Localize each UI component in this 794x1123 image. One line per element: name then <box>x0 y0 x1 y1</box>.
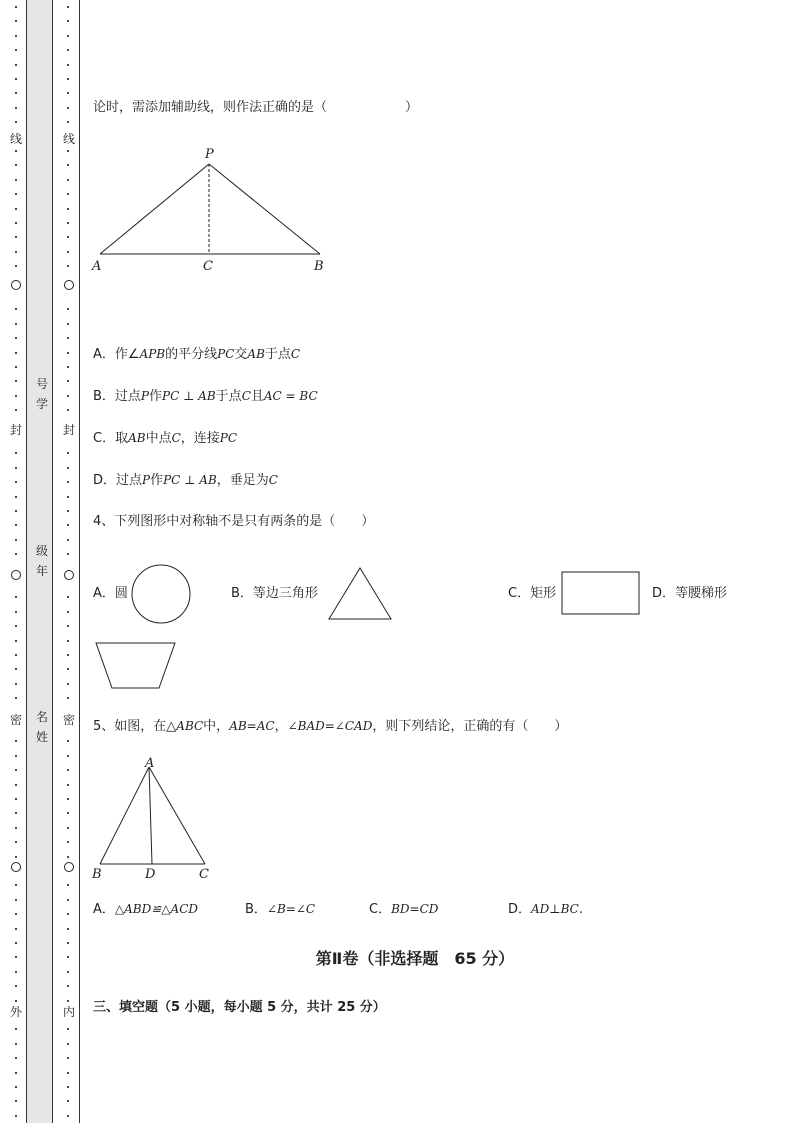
binding-dot <box>15 6 17 8</box>
binding-dot <box>15 1028 17 1030</box>
inner-circle-mark <box>64 280 74 290</box>
binding-dot <box>15 1072 17 1074</box>
binding-dot <box>15 755 17 757</box>
binding-dot <box>67 913 69 915</box>
binding-dot <box>15 121 17 123</box>
outer-char-feng: 封 <box>10 423 23 437</box>
binding-dot <box>67 265 69 267</box>
field-label-student-no-1: 号 <box>35 377 48 391</box>
q4-option-d-isosceles-trapezoid <box>93 640 179 692</box>
binding-dot <box>15 697 17 699</box>
binding-dot <box>15 611 17 613</box>
binding-dot <box>67 121 69 123</box>
binding-dot <box>15 596 17 598</box>
binding-dot <box>67 1000 69 1002</box>
binding-dot <box>15 1000 17 1002</box>
binding-dot <box>67 596 69 598</box>
binding-dot <box>15 49 17 51</box>
binding-dot <box>67 769 69 771</box>
binding-dot <box>15 236 17 238</box>
binding-dot <box>67 150 69 152</box>
inner-char-nei: 内 <box>63 1005 76 1019</box>
binding-dot <box>67 6 69 8</box>
binding-dot <box>67 1028 69 1030</box>
binding-dot <box>67 481 69 483</box>
binding-dot <box>15 668 17 670</box>
binding-dot <box>67 942 69 944</box>
binding-dot <box>67 553 69 555</box>
binding-dot <box>15 193 17 195</box>
binding-dot <box>15 1086 17 1088</box>
binding-dot <box>15 222 17 224</box>
q4-option-b-label: B．等边三角形 <box>231 586 318 601</box>
binding-dot <box>15 150 17 152</box>
binding-dot <box>15 251 17 253</box>
binding-dot <box>67 395 69 397</box>
inner-circle-mark <box>64 570 74 580</box>
field-label-name-1: 名 <box>35 710 48 724</box>
binding-dot <box>15 208 17 210</box>
binding-dot <box>67 1057 69 1059</box>
binding-dot <box>15 467 17 469</box>
label-c: C <box>199 867 209 882</box>
binding-dot <box>67 380 69 382</box>
binding-dot <box>67 841 69 843</box>
binding-dot <box>15 1100 17 1102</box>
binding-dot <box>67 308 69 310</box>
binding-dot <box>15 179 17 181</box>
binding-dot <box>67 856 69 858</box>
binding-dot <box>67 1043 69 1045</box>
binding-dot <box>15 380 17 382</box>
binding-dot <box>67 64 69 66</box>
binding-dot <box>15 625 17 627</box>
label-p: P <box>205 147 214 162</box>
binding-dot <box>15 1115 17 1117</box>
q5-option-a: A．△ABD≌△ACD <box>93 902 198 917</box>
binding-dot <box>67 1115 69 1117</box>
binding-dot <box>67 92 69 94</box>
binding-dot <box>15 409 17 411</box>
binding-dot <box>15 35 17 37</box>
binding-dot <box>15 78 17 80</box>
binding-dot <box>67 467 69 469</box>
binding-dot <box>67 755 69 757</box>
binding-dot <box>67 107 69 109</box>
part-3-heading: 三、填空题（5 小题，每小题 5 分，共计 25 分） <box>93 1000 386 1015</box>
binding-dot <box>67 510 69 512</box>
binding-dot <box>15 1043 17 1045</box>
binding-dot <box>67 928 69 930</box>
q4-option-d-label: D．等腰梯形 <box>652 586 728 601</box>
binding-dot <box>15 164 17 166</box>
binding-dot <box>67 179 69 181</box>
segment-ad <box>149 767 152 864</box>
q4-option-a-label: A．圆 <box>93 586 128 601</box>
binding-dot <box>15 884 17 886</box>
binding-dot <box>67 236 69 238</box>
binding-dot <box>15 740 17 742</box>
q5-stem: 5、如图，在△ABC中，AB=AC，∠BAD=∠CAD，则下列结论，正确的有（ ） <box>93 719 568 734</box>
binding-dot <box>67 337 69 339</box>
q3-option-d: D．过点P作PC ⊥ AB，垂足为C <box>93 473 278 488</box>
binding-dot <box>67 740 69 742</box>
inner-char-feng: 封 <box>63 423 76 437</box>
binding-dot <box>15 265 17 267</box>
binding-dot <box>67 208 69 210</box>
binding-dot <box>15 812 17 814</box>
binding-dot <box>15 92 17 94</box>
label-a: A <box>145 756 155 771</box>
binding-dot <box>67 452 69 454</box>
label-b: B <box>92 867 102 882</box>
binding-dot <box>67 409 69 411</box>
binding-dot <box>15 337 17 339</box>
binding-dot <box>67 654 69 656</box>
binding-dot <box>15 683 17 685</box>
binding-dot <box>67 1072 69 1074</box>
binding-dot <box>67 884 69 886</box>
binding-dot <box>15 841 17 843</box>
inner-char-mi: 密 <box>63 713 76 727</box>
field-label-grade-2: 年 <box>35 564 48 578</box>
binding-dot <box>67 985 69 987</box>
binding-dot <box>15 856 17 858</box>
binding-dot <box>67 1100 69 1102</box>
q3-option-a: A．作∠APB的平分线PC交AB于点C <box>93 347 301 362</box>
binding-dot <box>67 524 69 526</box>
binding-dot <box>67 193 69 195</box>
binding-dot <box>15 20 17 22</box>
binding-dot <box>15 553 17 555</box>
binding-dot <box>67 611 69 613</box>
q4-option-c-rectangle <box>560 570 642 617</box>
outer-char-wai: 外 <box>10 1005 23 1019</box>
binding-dot <box>15 1057 17 1059</box>
binding-dot <box>15 827 17 829</box>
outer-char-xian: 线 <box>10 132 23 146</box>
binding-dot <box>67 683 69 685</box>
binding-dot <box>67 222 69 224</box>
binding-dot <box>67 668 69 670</box>
q4-option-b-equilateral-triangle <box>327 566 393 622</box>
inner-circle-mark <box>64 862 74 872</box>
outer-char-mi: 密 <box>10 713 23 727</box>
binding-dot <box>15 899 17 901</box>
q4-option-a-circle <box>130 563 194 627</box>
outer-circle-mark <box>11 570 21 580</box>
binding-dot <box>15 496 17 498</box>
binding-dot <box>15 798 17 800</box>
label-d: D <box>145 867 156 882</box>
binding-dot <box>15 524 17 526</box>
binding-dot <box>15 510 17 512</box>
binding-dot <box>15 539 17 541</box>
binding-dot <box>67 323 69 325</box>
binding-dot <box>15 366 17 368</box>
q5-option-b: B．∠B=∠C <box>245 902 316 917</box>
binding-dot <box>67 697 69 699</box>
binding-dot <box>15 107 17 109</box>
binding-dot <box>15 323 17 325</box>
segment-pb <box>209 164 320 254</box>
inner-char-xian: 线 <box>63 132 76 146</box>
binding-dot <box>67 971 69 973</box>
binding-dot <box>15 769 17 771</box>
field-label-name-2: 姓 <box>35 730 48 744</box>
binding-dot <box>67 78 69 80</box>
binding-dot <box>67 352 69 354</box>
binding-dot <box>15 985 17 987</box>
binding-dot <box>67 640 69 642</box>
outer-circle-mark <box>11 862 21 872</box>
binding-dot <box>67 784 69 786</box>
binding-dot <box>67 827 69 829</box>
binding-dot <box>15 395 17 397</box>
q3-stem: 论时，需添加辅助线，则作法正确的是（ ） <box>93 100 419 115</box>
field-label-grade-1: 级 <box>35 544 48 558</box>
outer-circle-mark <box>11 280 21 290</box>
binding-dot <box>15 64 17 66</box>
binding-dot <box>15 640 17 642</box>
section-2-title: 第Ⅱ卷（非选择题 65 分） <box>315 949 515 968</box>
binding-dot <box>67 164 69 166</box>
binding-dot <box>67 625 69 627</box>
binding-dot <box>15 352 17 354</box>
segment-pa <box>100 164 209 254</box>
q5-triangle-figure <box>88 754 220 884</box>
binding-dot <box>67 899 69 901</box>
binding-dot <box>15 481 17 483</box>
q5-option-c: C．BD=CD <box>369 902 439 917</box>
binding-dot <box>15 928 17 930</box>
binding-dot <box>15 308 17 310</box>
binding-dot <box>15 654 17 656</box>
binding-dot <box>67 539 69 541</box>
segment-ac <box>149 767 205 864</box>
binding-dot <box>15 452 17 454</box>
label-b: B <box>314 259 324 274</box>
binding-dot <box>67 798 69 800</box>
segment-ab <box>100 767 149 864</box>
q3-option-c: C．取AB中点C，连接PC <box>93 431 238 446</box>
binding-dot <box>15 942 17 944</box>
label-c: C <box>203 259 213 274</box>
binding-dot <box>67 812 69 814</box>
binding-dot <box>15 784 17 786</box>
binding-dot <box>15 971 17 973</box>
q5-option-d: D．AD⊥BC. <box>508 902 583 917</box>
q3-option-b: B．过点P作PC ⊥ AB于点C且AC = BC <box>93 389 318 404</box>
binding-dot <box>67 20 69 22</box>
binding-dot <box>67 49 69 51</box>
field-label-student-no-2: 学 <box>35 397 48 411</box>
binding-dot <box>67 1086 69 1088</box>
binding-dot <box>67 251 69 253</box>
q4-option-c-label: C．矩形 <box>508 586 557 601</box>
label-a: A <box>92 259 102 274</box>
binding-dot <box>67 366 69 368</box>
binding-dot <box>67 35 69 37</box>
binding-dot <box>15 913 17 915</box>
q4-stem: 4、下列图形中对称轴不是只有两条的是（ ） <box>93 514 375 529</box>
q3-triangle-figure <box>88 140 338 280</box>
binding-dot <box>67 496 69 498</box>
